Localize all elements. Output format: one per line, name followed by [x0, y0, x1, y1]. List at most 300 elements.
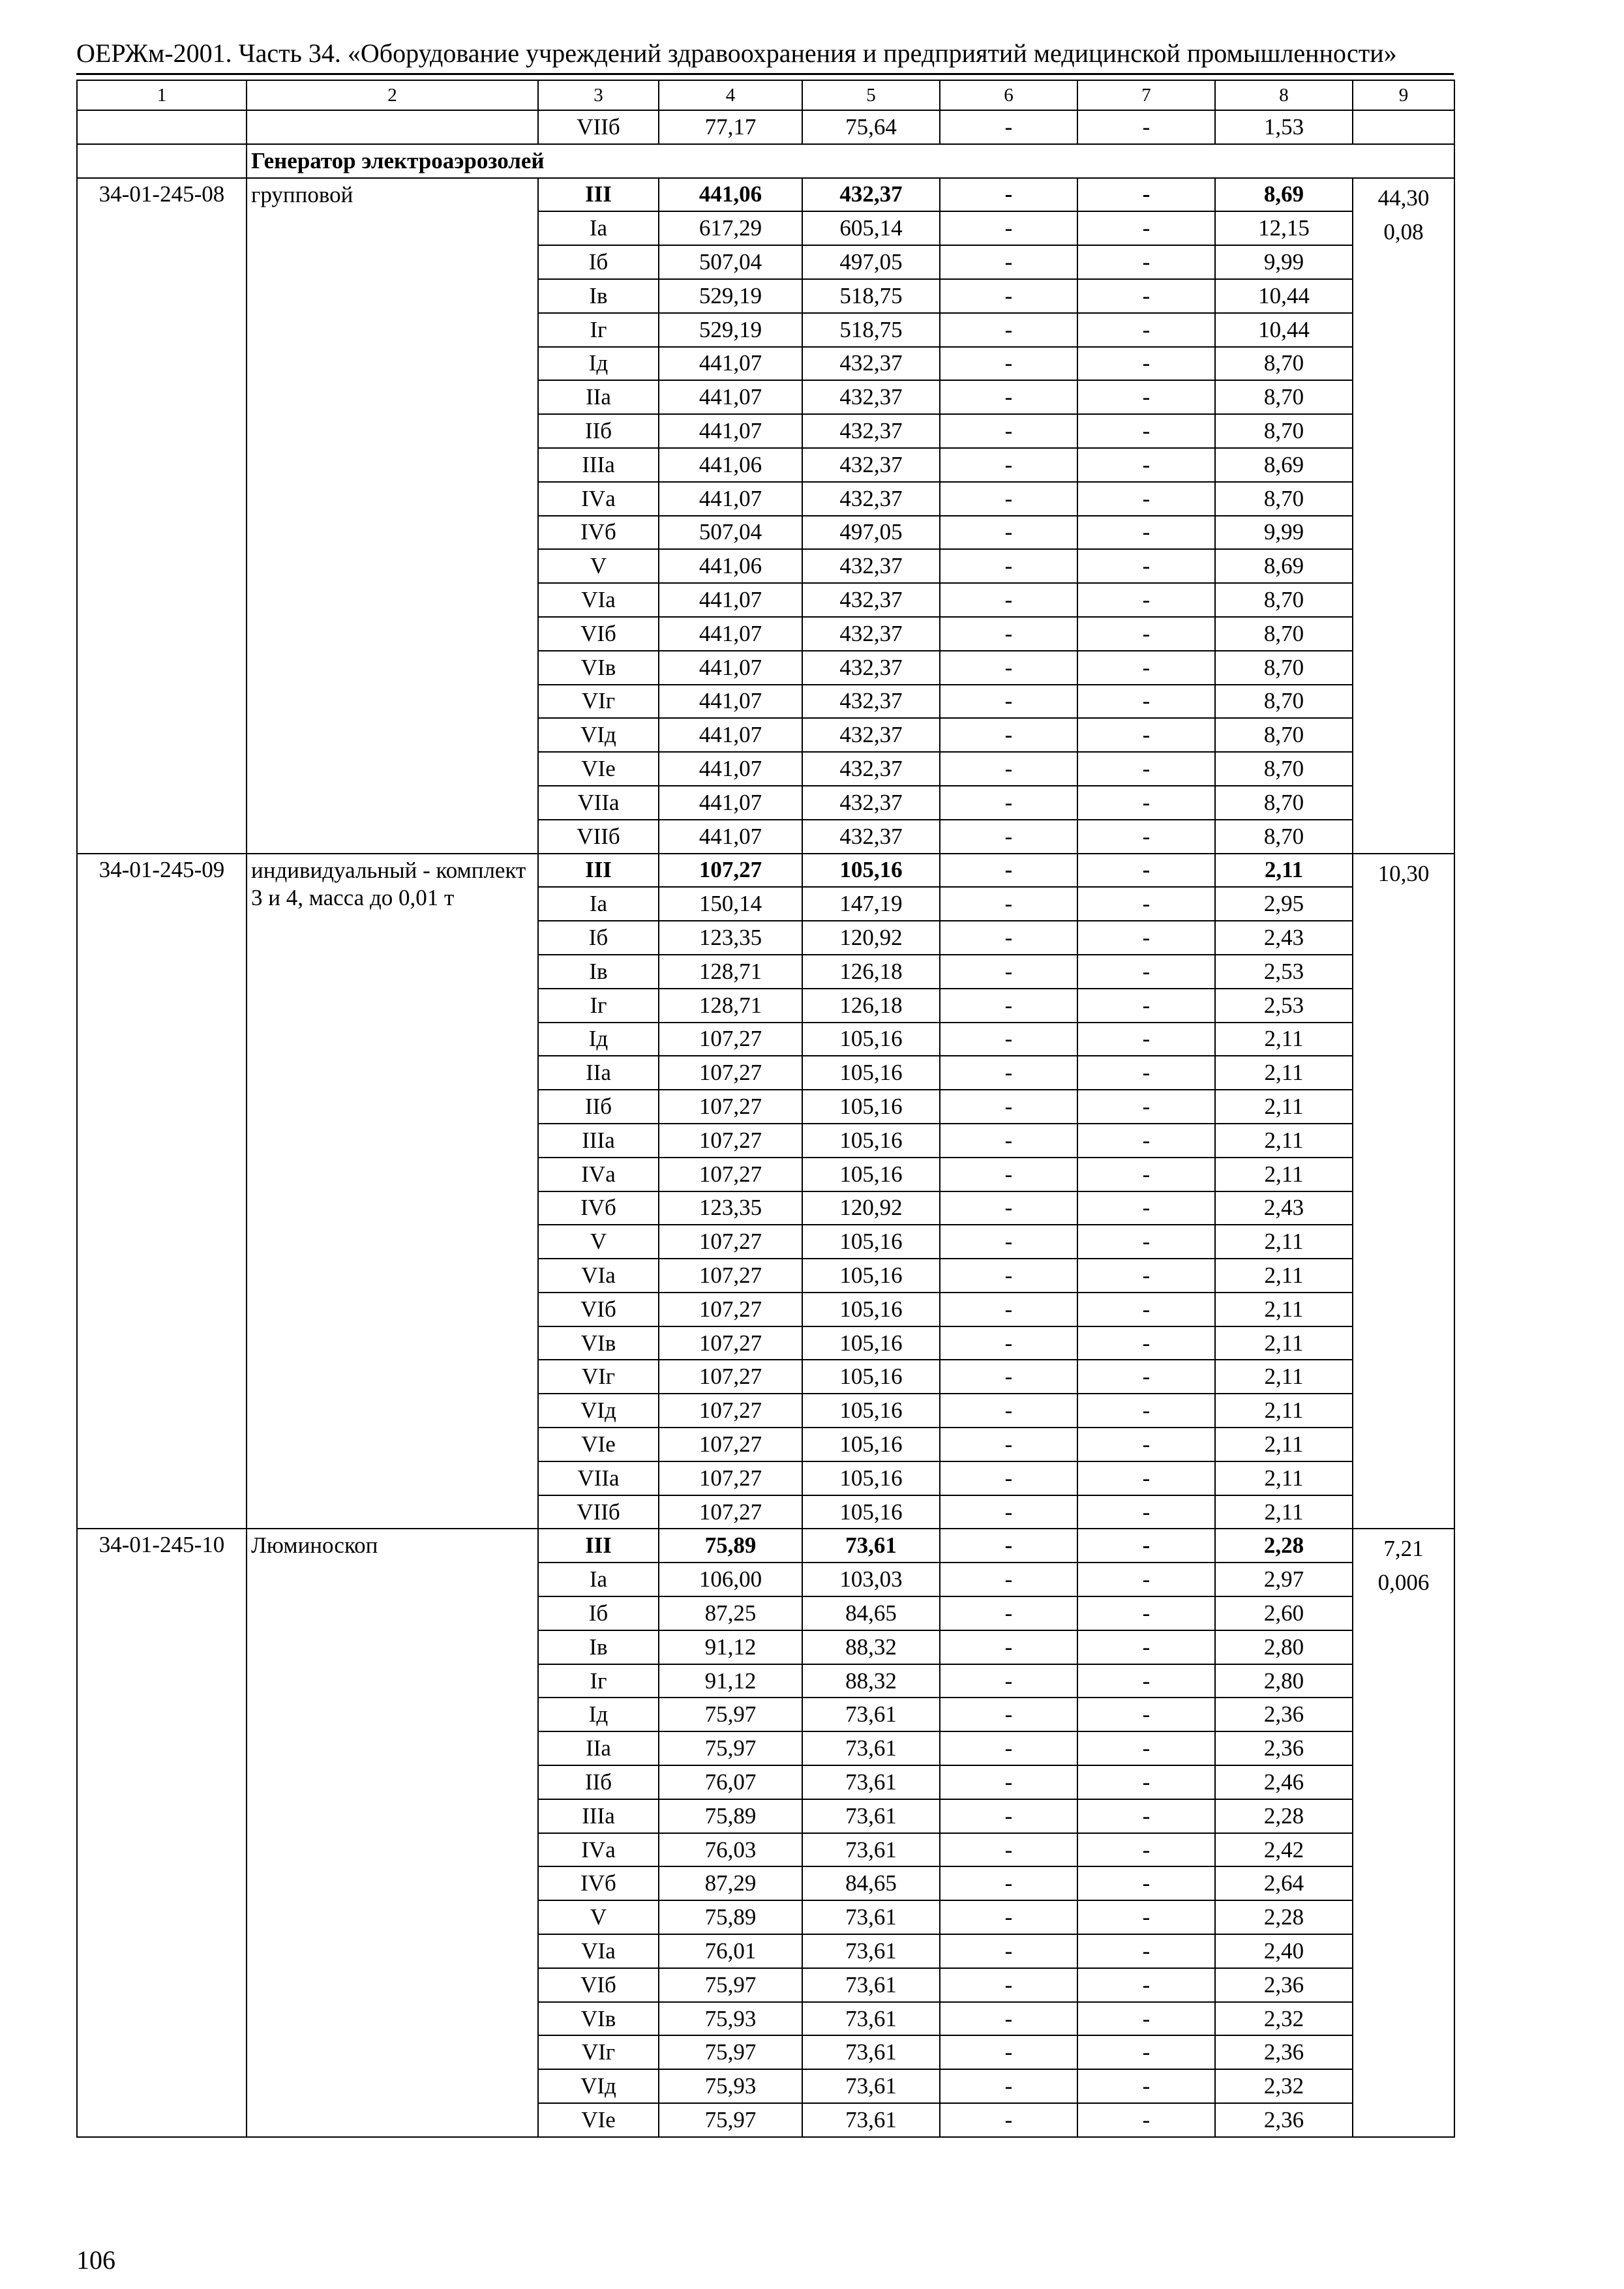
- cell-value: -: [940, 685, 1077, 719]
- cell-value: 75,93: [659, 2069, 802, 2103]
- cell-value: 107,27: [659, 1360, 802, 1394]
- cell-value: -: [1077, 178, 1215, 212]
- cell-value: -: [940, 651, 1077, 685]
- cell-value: 441,07: [659, 651, 802, 685]
- cell-col9: [1353, 178, 1454, 854]
- cell-value: -: [940, 380, 1077, 414]
- cell-value: 75,97: [659, 1731, 802, 1765]
- cell-value: 617,29: [659, 211, 802, 245]
- cell-value: 2,32: [1215, 2069, 1353, 2103]
- cell-value: -: [1077, 1158, 1215, 1191]
- cell-value: -: [1077, 516, 1215, 550]
- cell-value: -: [1077, 752, 1215, 786]
- cell-value: 605,14: [802, 211, 940, 245]
- cell-value: -: [1077, 1495, 1215, 1529]
- cell-value: VIв: [538, 2002, 659, 2036]
- cell-value: 88,32: [802, 1630, 940, 1664]
- cell-value: 105,16: [802, 1124, 940, 1158]
- cell-value: 8,69: [1215, 178, 1353, 212]
- cell-value: 88,32: [802, 1664, 940, 1698]
- cell-value: 2,95: [1215, 887, 1353, 921]
- cell-value: 107,27: [659, 1293, 802, 1326]
- cell-value: -: [940, 313, 1077, 347]
- cell-value: 107,27: [659, 1056, 802, 1090]
- cell-value: 107,27: [659, 1225, 802, 1259]
- column-number: 4: [659, 80, 802, 110]
- cell-value: 107,27: [659, 1428, 802, 1461]
- cell-value: 8,70: [1215, 651, 1353, 685]
- table-row: [77, 1529, 1454, 1563]
- cell-value: -: [1077, 1596, 1215, 1630]
- cell-value: 107,27: [659, 1495, 802, 1529]
- cell-value: 76,07: [659, 1765, 802, 1799]
- cell-value: 75,93: [659, 2002, 802, 2036]
- cell-code: [77, 144, 247, 178]
- cell-value: 150,14: [659, 887, 802, 921]
- cell-value: VIIа: [538, 786, 659, 820]
- column-number: 2: [247, 80, 538, 110]
- cell-value: -: [940, 1968, 1077, 2002]
- cell-value: 2,11: [1215, 854, 1353, 888]
- rates-table: [76, 80, 1455, 2138]
- cell-value: 2,11: [1215, 1056, 1353, 1090]
- cell-value: -: [1077, 380, 1215, 414]
- cell-value: 77,17: [659, 110, 802, 144]
- cell-value: 123,35: [659, 1191, 802, 1225]
- cell-value: -: [1077, 2103, 1215, 2137]
- cell-value: VIа: [538, 1934, 659, 1968]
- cell-value: 73,61: [802, 2069, 940, 2103]
- cell-value: IVа: [538, 1158, 659, 1191]
- cell-value: -: [940, 279, 1077, 313]
- cell-col9: [1353, 854, 1454, 1529]
- cell-value: VIб: [538, 617, 659, 651]
- cell-value: 2,43: [1215, 1191, 1353, 1225]
- cell-value: 432,37: [802, 380, 940, 414]
- cell-value: 432,37: [802, 583, 940, 617]
- cell-value: -: [1077, 2002, 1215, 2036]
- cell-value: -: [940, 1360, 1077, 1394]
- col9-value: 44,30: [1377, 185, 1430, 211]
- cell-value: -: [940, 2103, 1077, 2137]
- cell-value: -: [940, 718, 1077, 752]
- cell-value: IIа: [538, 1731, 659, 1765]
- cell-value: 105,16: [802, 1259, 940, 1293]
- cell-value: -: [1077, 617, 1215, 651]
- cell-value: -: [940, 2002, 1077, 2036]
- cell-value: VIд: [538, 2069, 659, 2103]
- cell-value: -: [1077, 1360, 1215, 1394]
- cell-value: -: [1077, 1968, 1215, 2002]
- cell-value: -: [1077, 448, 1215, 482]
- cell-value: 441,07: [659, 482, 802, 516]
- cell-value: 2,36: [1215, 1698, 1353, 1731]
- cell-value: -: [940, 1326, 1077, 1360]
- cell-value: -: [1077, 1630, 1215, 1664]
- cell-value: 75,89: [659, 1799, 802, 1833]
- cell-value: 73,61: [802, 2103, 940, 2137]
- column-number: 9: [1353, 80, 1454, 110]
- cell-value: IIб: [538, 414, 659, 448]
- item-code: 34-01-245-10: [77, 1529, 247, 2136]
- cell-value: 2,11: [1215, 1495, 1353, 1529]
- cell-value: Iб: [538, 1596, 659, 1630]
- cell-value: 73,61: [802, 1833, 940, 1867]
- cell-value: 107,27: [659, 1158, 802, 1191]
- cell-value: 2,80: [1215, 1630, 1353, 1664]
- cell-value: -: [940, 1056, 1077, 1090]
- cell-value: -: [1077, 1023, 1215, 1056]
- cell-value: 123,35: [659, 921, 802, 955]
- cell-value: 87,25: [659, 1596, 802, 1630]
- cell-value: 8,69: [1215, 549, 1353, 583]
- cell-value: -: [1077, 549, 1215, 583]
- cell-value: -: [940, 1765, 1077, 1799]
- cell-value: -: [940, 211, 1077, 245]
- cell-value: V: [538, 1900, 659, 1934]
- item-name: Люминоскоп: [247, 1529, 538, 2136]
- cell-value: -: [1077, 685, 1215, 719]
- cell-value: 73,61: [802, 1900, 940, 1934]
- cell-value: 103,03: [802, 1563, 940, 1596]
- cell-value: 8,70: [1215, 482, 1353, 516]
- cell-value: -: [1077, 1461, 1215, 1495]
- cell-value: 2,36: [1215, 2035, 1353, 2069]
- cell-value: Iв: [538, 279, 659, 313]
- cell-value: 75,97: [659, 2035, 802, 2069]
- cell-value: -: [1077, 1293, 1215, 1326]
- cell-value: 8,70: [1215, 685, 1353, 719]
- cell-value: Iд: [538, 1698, 659, 1731]
- cell-value: 2,42: [1215, 1833, 1353, 1867]
- cell-value: 2,11: [1215, 1394, 1353, 1428]
- cell-value: -: [940, 854, 1077, 888]
- cell-value: -: [1077, 1900, 1215, 1934]
- cell-value: -: [940, 1833, 1077, 1867]
- cell-value: 441,07: [659, 685, 802, 719]
- cell-value: 73,61: [802, 2035, 940, 2069]
- cell-value: 507,04: [659, 245, 802, 279]
- cell-value: VIв: [538, 1326, 659, 1360]
- cell-value: 84,65: [802, 1866, 940, 1900]
- cell-value: 75,97: [659, 2103, 802, 2137]
- cell-value: 105,16: [802, 1428, 940, 1461]
- cell-value: 8,69: [1215, 448, 1353, 482]
- cell-value: VIIб: [538, 110, 659, 144]
- table-body: [77, 80, 1454, 2137]
- cell-value: IVб: [538, 1866, 659, 1900]
- cell-value: 107,27: [659, 1023, 802, 1056]
- cell-value: 8,70: [1215, 414, 1353, 448]
- cell-value: -: [940, 347, 1077, 381]
- cell-value: 8,70: [1215, 718, 1353, 752]
- cell-value: 432,37: [802, 651, 940, 685]
- item-name: индивидуальный - комплект 3 и 4, масса до 0,01 т: [247, 854, 538, 1529]
- cell-value: -: [940, 1900, 1077, 1934]
- cell-value: Iа: [538, 1563, 659, 1596]
- cell-value: 105,16: [802, 1360, 940, 1394]
- cell-value: 75,89: [659, 1529, 802, 1563]
- cell-value: 2,11: [1215, 1293, 1353, 1326]
- cell-value: 432,37: [802, 752, 940, 786]
- cell-value: IIIа: [538, 1799, 659, 1833]
- cell-value: IVб: [538, 516, 659, 550]
- cell-value: 105,16: [802, 1225, 940, 1259]
- cell-value: 107,27: [659, 854, 802, 888]
- cell-value: Iб: [538, 921, 659, 955]
- cell-value: 432,37: [802, 718, 940, 752]
- cell-value: -: [1077, 245, 1215, 279]
- cell-value: -: [940, 1124, 1077, 1158]
- cell-value: VIе: [538, 752, 659, 786]
- cell-value: -: [1077, 1529, 1215, 1563]
- cell-value: 2,36: [1215, 1968, 1353, 2002]
- cell-value: 8,70: [1215, 752, 1353, 786]
- cell-value: -: [1077, 313, 1215, 347]
- cell-value: 105,16: [802, 1023, 940, 1056]
- cell-value: -: [1077, 1259, 1215, 1293]
- cell-value: Iг: [538, 313, 659, 347]
- cell-value: 75,97: [659, 1968, 802, 2002]
- col9-value: 0,08: [1383, 218, 1424, 245]
- cell-value: 432,37: [802, 549, 940, 583]
- cell-value: 105,16: [802, 1461, 940, 1495]
- cell-value: -: [1077, 2035, 1215, 2069]
- cell-value: 432,37: [802, 786, 940, 820]
- cell-value: VIг: [538, 685, 659, 719]
- cell-value: -: [1077, 1428, 1215, 1461]
- cell-value: -: [1077, 1326, 1215, 1360]
- cell-value: -: [940, 1225, 1077, 1259]
- cell-value: 2,11: [1215, 1259, 1353, 1293]
- cell-value: -: [940, 921, 1077, 955]
- cell-value: 2,97: [1215, 1563, 1353, 1596]
- cell-value: 2,28: [1215, 1799, 1353, 1833]
- cell-value: 2,64: [1215, 1866, 1353, 1900]
- cell-value: 518,75: [802, 313, 940, 347]
- section-title: Генератор электроаэрозолей: [247, 144, 1454, 178]
- cell-value: -: [940, 516, 1077, 550]
- cell-value: 432,37: [802, 482, 940, 516]
- cell-value: 432,37: [802, 685, 940, 719]
- column-number-row: [77, 80, 1454, 110]
- item-name: групповой: [247, 178, 538, 854]
- cell-value: VIб: [538, 1293, 659, 1326]
- cell-value: VIг: [538, 1360, 659, 1394]
- cell-value: 441,07: [659, 617, 802, 651]
- cell-value: -: [940, 1934, 1077, 1968]
- cell-value: Iд: [538, 347, 659, 381]
- cell-value: 105,16: [802, 1056, 940, 1090]
- cell-value: 75,64: [802, 110, 940, 144]
- cell-value: VIд: [538, 718, 659, 752]
- cell-value: -: [940, 617, 1077, 651]
- cell-value: -: [940, 2069, 1077, 2103]
- cell-value: -: [940, 448, 1077, 482]
- col9-value: 7,21: [1383, 1536, 1424, 1562]
- cell-value: 441,07: [659, 347, 802, 381]
- cell-value: 441,06: [659, 178, 802, 212]
- cell-value: 8,70: [1215, 347, 1353, 381]
- cell-value: 10,44: [1215, 313, 1353, 347]
- column-number: 3: [538, 80, 659, 110]
- cell-value: V: [538, 1225, 659, 1259]
- cell-value: -: [940, 786, 1077, 820]
- col9-value: 10,30: [1377, 860, 1430, 886]
- cell-value: Iа: [538, 211, 659, 245]
- cell-value: -: [1077, 786, 1215, 820]
- item-code: 34-01-245-09: [77, 854, 247, 1529]
- cell-value: -: [1077, 1799, 1215, 1833]
- cell-value: 441,07: [659, 786, 802, 820]
- cell-value: IIб: [538, 1765, 659, 1799]
- cell-value: 107,27: [659, 1090, 802, 1124]
- cell-value: -: [1077, 854, 1215, 888]
- cell-value: -: [1077, 1056, 1215, 1090]
- cell-value: Iг: [538, 1664, 659, 1698]
- title-rule: [76, 73, 1454, 75]
- cell-value: -: [940, 482, 1077, 516]
- cell-value: 2,40: [1215, 1934, 1353, 1968]
- cell-value: -: [1077, 1664, 1215, 1698]
- cell-value: -: [1077, 211, 1215, 245]
- cell-value: 529,19: [659, 313, 802, 347]
- cell-value: 441,07: [659, 414, 802, 448]
- cell-value: 9,99: [1215, 516, 1353, 550]
- cell-value: -: [1077, 279, 1215, 313]
- cell-value: -: [1077, 1563, 1215, 1596]
- cell-value: -: [1077, 718, 1215, 752]
- cell-value: -: [940, 414, 1077, 448]
- cell-value: III: [538, 854, 659, 888]
- cell-value: 2,11: [1215, 1326, 1353, 1360]
- cell-value: 2,32: [1215, 2002, 1353, 2036]
- cell-value: 105,16: [802, 854, 940, 888]
- cell-value: 441,07: [659, 380, 802, 414]
- cell-value: -: [940, 1731, 1077, 1765]
- cell-value: Iг: [538, 989, 659, 1023]
- cell-value: 12,15: [1215, 211, 1353, 245]
- cell-value: -: [940, 1293, 1077, 1326]
- cell-value: 128,71: [659, 989, 802, 1023]
- cell-value: -: [940, 1428, 1077, 1461]
- cell-value: IVа: [538, 482, 659, 516]
- cell-value: 120,92: [802, 1191, 940, 1225]
- cell-value: 2,28: [1215, 1529, 1353, 1563]
- cell-value: 105,16: [802, 1326, 940, 1360]
- cell-value: -: [940, 1158, 1077, 1191]
- cell-value: IIб: [538, 1090, 659, 1124]
- cell-value: -: [1077, 1866, 1215, 1900]
- cell-value: 2,53: [1215, 989, 1353, 1023]
- cell-value: 9,99: [1215, 245, 1353, 279]
- cell-value: 2,53: [1215, 955, 1353, 989]
- cell-value: -: [940, 1090, 1077, 1124]
- cell-value: -: [940, 1529, 1077, 1563]
- cell-value: 441,07: [659, 718, 802, 752]
- cell-value: 529,19: [659, 279, 802, 313]
- cell-value: 441,07: [659, 752, 802, 786]
- cell-value: 2,36: [1215, 2103, 1353, 2137]
- cell-value: -: [940, 1596, 1077, 1630]
- cell-value: 84,65: [802, 1596, 940, 1630]
- cell-value: IIIа: [538, 1124, 659, 1158]
- cell-value: 497,05: [802, 516, 940, 550]
- cell-value: -: [940, 820, 1077, 854]
- cell-value: -: [940, 245, 1077, 279]
- cell-value: -: [940, 1664, 1077, 1698]
- cell-value: -: [940, 1023, 1077, 1056]
- cell-value: 1,53: [1215, 110, 1353, 144]
- cell-value: 2,11: [1215, 1360, 1353, 1394]
- cell-value: 73,61: [802, 1731, 940, 1765]
- cell-value: -: [1077, 1124, 1215, 1158]
- cell-value: V: [538, 549, 659, 583]
- cell-value: 107,27: [659, 1259, 802, 1293]
- section-row: [77, 144, 1454, 178]
- cell-value: III: [538, 1529, 659, 1563]
- cell-value: 105,16: [802, 1293, 940, 1326]
- cell-value: VIв: [538, 651, 659, 685]
- cell-value: 126,18: [802, 989, 940, 1023]
- cell-value: 73,61: [802, 1765, 940, 1799]
- cell-value: 128,71: [659, 955, 802, 989]
- cell-value: 120,92: [802, 921, 940, 955]
- cell-value: 91,12: [659, 1664, 802, 1698]
- cell-value: Iв: [538, 955, 659, 989]
- cell-value: 441,07: [659, 820, 802, 854]
- cell-value: 126,18: [802, 955, 940, 989]
- cell-value: 432,37: [802, 414, 940, 448]
- cell-value: VIг: [538, 2035, 659, 2069]
- cell-value: 2,11: [1215, 1023, 1353, 1056]
- cell-value: 2,11: [1215, 1158, 1353, 1191]
- cell-value: -: [1077, 955, 1215, 989]
- cell-value: 105,16: [802, 1090, 940, 1124]
- page-title: ОЕРЖм-2001. Часть 34. «Оборудование учреждений здравоохранения и предприятий медицинской промышленности»: [76, 38, 1397, 68]
- cell-value: 2,11: [1215, 1090, 1353, 1124]
- cell-value: VIIб: [538, 1495, 659, 1529]
- cell-value: -: [1077, 1394, 1215, 1428]
- cell-value: -: [1077, 1765, 1215, 1799]
- cell-value: -: [940, 1866, 1077, 1900]
- cell-value: -: [940, 887, 1077, 921]
- cell-value: -: [1077, 2069, 1215, 2103]
- cell-value: -: [1077, 820, 1215, 854]
- cell-value: IVа: [538, 1833, 659, 1867]
- cell-value: 518,75: [802, 279, 940, 313]
- cell-value: 2,43: [1215, 921, 1353, 955]
- cell-value: -: [940, 1259, 1077, 1293]
- cell-value: -: [940, 549, 1077, 583]
- cell-value: 73,61: [802, 1934, 940, 1968]
- cell-value: 8,70: [1215, 380, 1353, 414]
- column-number: 7: [1077, 80, 1215, 110]
- cell-value: Iд: [538, 1023, 659, 1056]
- cell-value: -: [1077, 1090, 1215, 1124]
- cell-value: -: [940, 1563, 1077, 1596]
- cell-value: -: [1077, 887, 1215, 921]
- cell-value: -: [940, 583, 1077, 617]
- cell-value: 73,61: [802, 2002, 940, 2036]
- cell-value: 432,37: [802, 820, 940, 854]
- cell-value: 2,11: [1215, 1225, 1353, 1259]
- cell-value: Iб: [538, 245, 659, 279]
- cell-value: -: [940, 178, 1077, 212]
- cell-value: 8,70: [1215, 617, 1353, 651]
- col9-value: 0,006: [1377, 1570, 1430, 1596]
- cell-value: -: [940, 752, 1077, 786]
